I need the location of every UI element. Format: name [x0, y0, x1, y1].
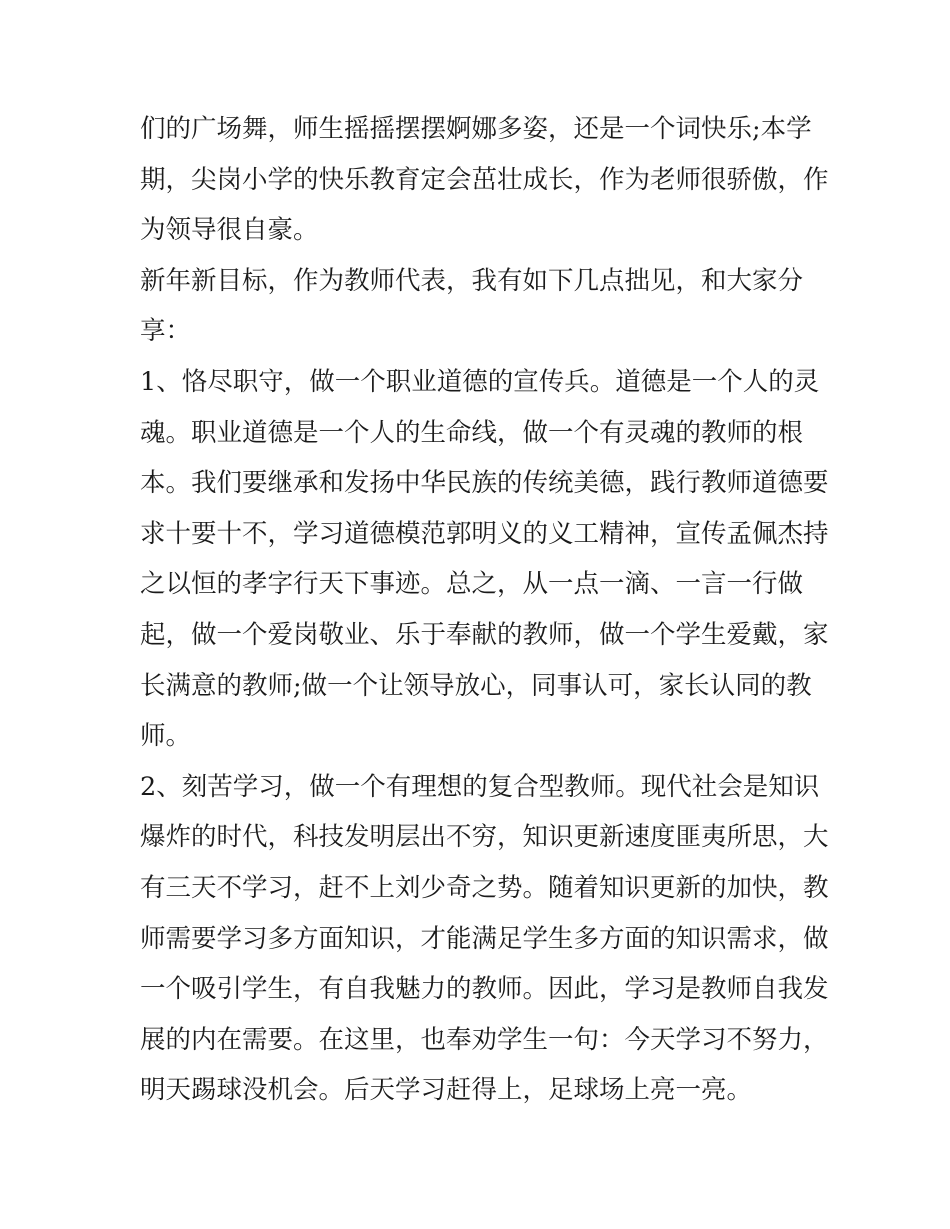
text-line: 师需要学习多方面知识，才能满足学生多方面的知识需求，做	[140, 923, 829, 954]
text-line: 1、恪尽职守，做一个职业道德的宣传兵。道德是一个人的灵	[140, 366, 820, 397]
text-line: 爆炸的时代，科技发明层出不穷，知识更新速度匪夷所思，大	[140, 822, 829, 853]
text-line: 魂。职业道德是一个人的生命线，做一个有灵魂的教师的根	[140, 417, 804, 448]
text-line: 展的内在需要。在这里，也奉劝学生一句：今天学习不努力，	[140, 1024, 829, 1055]
text-line: 明天踢球没机会。后天学习赶得上，足球场上亮一亮。	[140, 1075, 753, 1106]
text-line: 起，做一个爱岗敬业、乐于奉献的教师，做一个学生爱戴，家	[140, 619, 829, 650]
text-line: 们的广场舞，师生摇摇摆摆婀娜多姿，还是一个词快乐;本学	[140, 114, 812, 144]
text-line: 新年新目标，作为教师代表，我有如下几点拙见，和大家分	[140, 265, 804, 296]
paragraph-point-2-learning	[140, 762, 829, 1116]
text-line: 师。	[140, 721, 192, 752]
text-line: 之以恒的孝字行天下事迹。总之，从一点一滴、一言一行做	[140, 569, 804, 600]
text-line: 2、刻苦学习，做一个有理想的复合型教师。现代社会是知识	[140, 771, 820, 802]
paragraph-point-1-ethics	[140, 357, 829, 762]
text-line: 求十要十不，学习道德模范郭明义的义工精神，宣传孟佩杰持	[140, 518, 829, 549]
document-body	[140, 104, 829, 1116]
text-line: 本。我们要继承和发扬中华民族的传统美德，践行教师道德要	[140, 468, 829, 499]
paragraph-new-year-goals	[140, 256, 812, 357]
paragraph-campus-joy	[140, 104, 829, 256]
text-line: 为领导很自豪。	[140, 215, 319, 246]
text-line: 期，尖岗小学的快乐教育定会茁壮成长，作为老师很骄傲，作	[140, 164, 829, 195]
text-line: 有三天不学习，赶不上刘少奇之势。随着知识更新的加快，教	[140, 872, 829, 903]
text-line: 一个吸引学生，有自我魅力的教师。因此，学习是教师自我发	[140, 974, 829, 1005]
text-line: 长满意的教师;做一个让领导放心，同事认可，家长认同的教	[140, 670, 812, 701]
text-line: 享：	[140, 316, 192, 347]
